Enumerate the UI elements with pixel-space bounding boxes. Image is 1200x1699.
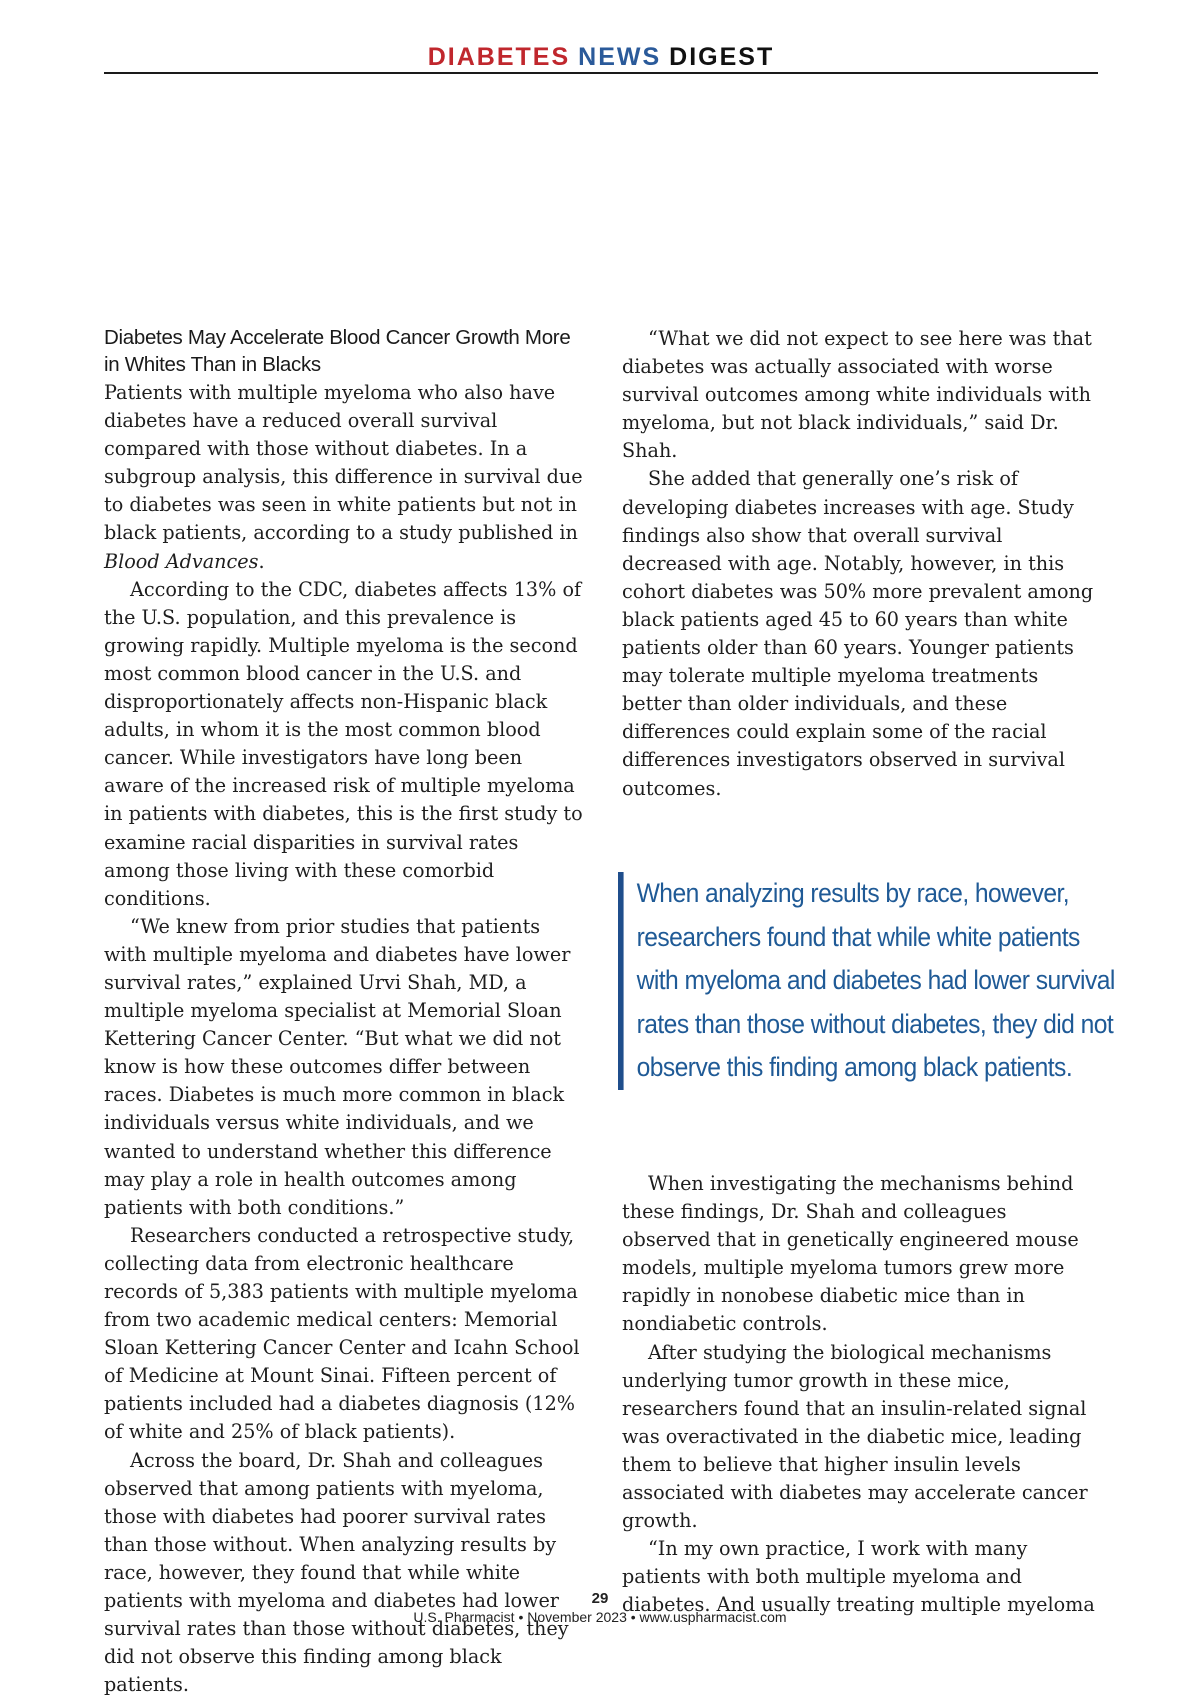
paragraph-1-end: . [258, 549, 265, 573]
masthead-word-digest: DIGEST [669, 43, 775, 71]
article-paragraph-1 [104, 379, 584, 576]
page-footer [0, 1590, 1200, 1626]
masthead-word-news: NEWS [578, 43, 662, 71]
article-paragraph-10: “In my own practice, I work with many patients with both multiple myeloma and diabetes. And usually treating multiple myeloma [622, 1537, 1095, 1617]
article-paragraph-8: When investigating the mechanisms behind these findings, Dr. Shah and colleagues observed that in genetically engineered mouse models, multiple myeloma tumors grew more rapidly in nonobese diabetic mice than in nondiabetic controls. [622, 1172, 1079, 1336]
article-paragraph-2: According to the CDC, diabetes affects 13% of the U.S. population, and this prevalence is growing rapidly. Multiple myeloma is the second most common blood cancer in the U.S. and disproportionately affects non-Hispanic black adults, in whom it is the most common blood cancer. While investigators have long been aware of the increased risk of multiple myeloma in patients with diabetes, this is the first study to examine racial disparities in survival rates among those living with these comorbid conditions. [104, 577, 583, 910]
masthead [104, 44, 1098, 74]
page-number: 29 [591, 1590, 609, 1607]
article-headline: Diabetes May Accelerate Blood Cancer Growth More in Whites Than in Blacks [104, 326, 571, 376]
article-column-right-upper [622, 325, 1100, 803]
article-paragraph-6: “What we did not expect to see here was that diabetes was actually associated with worse survival outcomes among white individuals with myeloma, but not black individuals,” said Dr. Shah. [622, 327, 1092, 463]
article-paragraph-4: Researchers conducted a retrospective study, collecting data from electronic healthcare records of 5,383 patients with multiple myeloma from two academic medical centers: Memorial Sloan Kettering Cancer Center and Icahn School of Medicine at Mount Sinai. Fifteen percent of patients included had a diabetes diagnosis (12% of white and 25% of black patients). [104, 1223, 580, 1444]
article-paragraph-7: She added that generally one’s risk of developing diabetes increases with age. Study findings also show that overall survival decreased with age. Notably, however, in this cohort diabetes was 50% more prevalent among black patients aged 45 to 60 years than white patients older than 60 years. Younger patients may tolerate multiple myeloma treatments better than older individuals, and these differences could explain some of the racial differences investigators observed in survival outcomes. [622, 467, 1094, 800]
paragraph-1-text: Patients with multiple myeloma who also have diabetes have a reduced overall survival compared with those without diabetes. In a subgroup analysis, this difference in survival due to diabetes was seen in white patients but not in black patients, according to a study published in [104, 381, 583, 545]
publication-line: U.S. Pharmacist • November 2023 • www.uspharmacist.com [413, 1609, 787, 1625]
masthead-word-diabetes: DIABETES [427, 43, 571, 71]
article-column-left [104, 325, 584, 1699]
article-paragraph-3: “We knew from prior studies that patients with multiple myeloma and diabetes have lower survival rates,” explained Urvi Shah, MD, a multiple myeloma specialist at Memorial Sloan Kettering Cancer Center. “But what we did not know is how these outcomes differ between races. Diabetes is much more common in black individuals versus white individuals, and we wanted to understand whether this difference may play a role in health outcomes among patients with both conditions.” [104, 914, 571, 1219]
journal-title: Blood Advances [104, 549, 259, 573]
article-paragraph-5: Across the board, Dr. Shah and colleagues observed that among patients with myeloma, those with diabetes had poorer survival rates than those without. When analyzing results by race, however, they found that while white patients with myeloma and diabetes had lower survival rates than those without diabetes, they did not observe this finding among black patients. [104, 1448, 569, 1697]
pull-quote: When analyzing results by race, however, researchers found that while white patients with myeloma and diabetes had lower survival rates than those without diabetes, they did not observe this finding among black patients. [618, 872, 1120, 1090]
article-column-right-lower [622, 1170, 1100, 1620]
article-paragraph-9: After studying the biological mechanisms underlying tumor growth in these mice, researchers found that an insulin-related signal was overactivated in the diabetic mice, leading them to believe that higher insulin levels associated with diabetes may accelerate cancer growth. [622, 1340, 1088, 1533]
